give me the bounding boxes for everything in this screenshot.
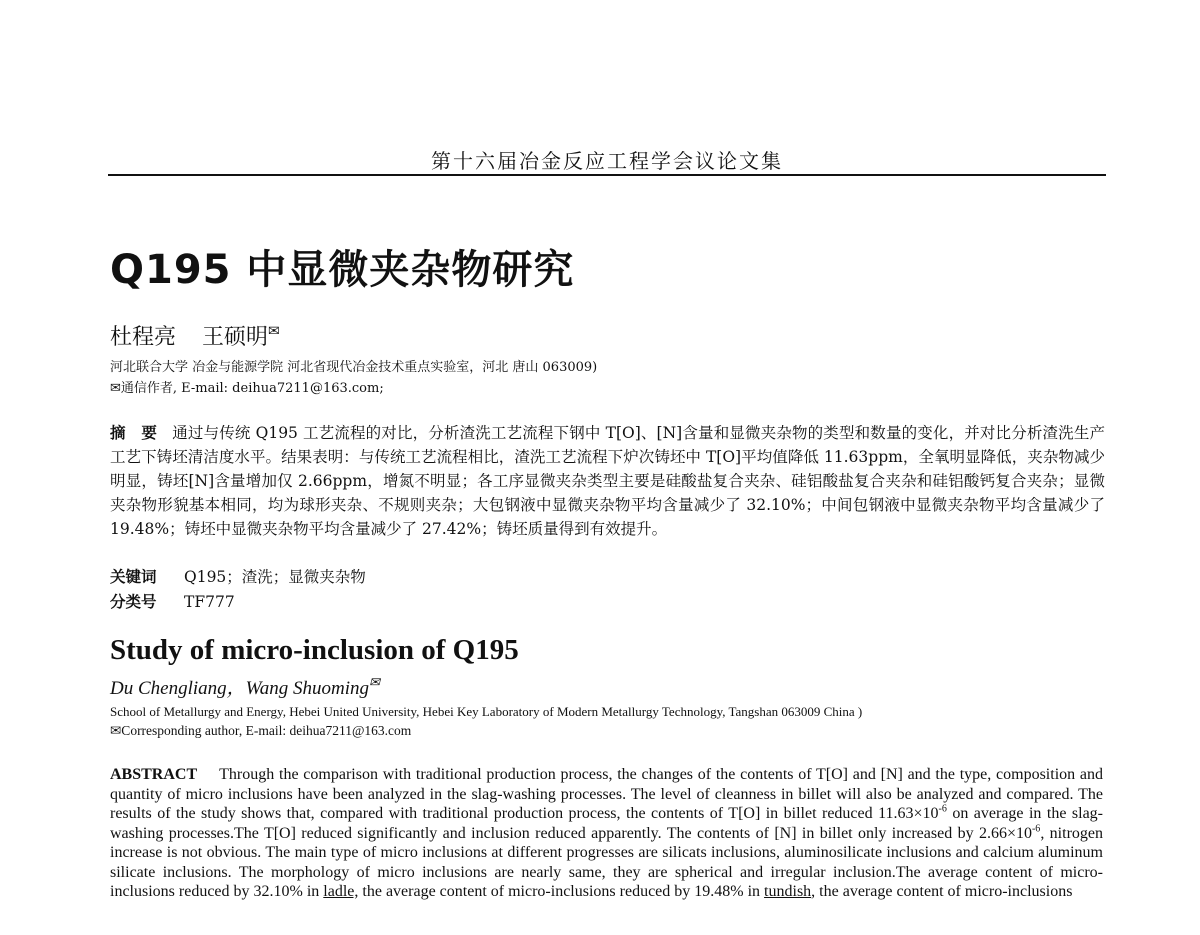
exponent-1: -6: [938, 803, 947, 815]
affiliation-chinese: 河北联合大学 冶金与能源学院 河北省现代冶金技术重点实验室，河北 唐山 063009): [110, 360, 598, 375]
term-tundish: tundish: [764, 883, 812, 900]
abstract-text-part1: Through the comparison with traditional production process, the changes of the contents of T[O] and [N] and the type, composition and quantity of micro inclusions have been analyzed in the slag-washing processes. The level of cleanness in billet will also be analyzed and compared. The results of the study shows that, compared with traditional production process, the contents of T[O] in billet reduced 11.63×10: [110, 766, 1103, 822]
abstract-chinese: [110, 421, 1105, 541]
corresponding-author-english: ✉Corresponding author, E-mail: deihua7211@163.com: [110, 723, 412, 738]
abstract-text-part2: on average in the slag-washing processes.The T[O] reduced significantly and inclusion reduced apparently. The contents of [N] in billet only increased by 2.66×10: [110, 805, 1104, 842]
keywords-text: Q195；渣洗；显微夹杂物: [184, 568, 366, 586]
affiliation-english: School of Metallurgy and Energy, Hebei United University, Hebei Key Laboratory of Modern Metallurgy Technology, Tangshan 063009 China ): [110, 704, 863, 719]
authors-chinese: [110, 320, 280, 351]
classification-chinese: [110, 590, 235, 612]
running-head: 第十六届冶金反应工程学会议论文集: [431, 149, 783, 173]
abstract-text-part5: , the average content of micro-inclusions: [811, 883, 1073, 900]
keywords-label: 关键词: [110, 568, 157, 586]
abstract-text-chinese: 通过与传统 Q195 工艺流程的对比，分析渣洗工艺流程下钢中 T[O]、[N]含量和显微夹杂物的类型和数量的变化，并对比分析渣洗生产工艺下铸坯清洁度水平。结果表明：与传统工艺流程相比，渣洗工艺流程下炉次铸坯中 T[O]平均值降低 11.63ppm，全氧明显降低，夹杂物减少明显，铸坯[N]含量增加仅 2.66ppm，增氮不明显；各工序显微夹杂类型主要是硅酸盐复合夹杂、硅铝酸盐复合夹杂和硅铝酸钙复合夹杂；显微夹杂物形貌基本相同，均为球形夹杂、不规则夹杂；大包钢液中显微夹杂物平均含量减少了 32.10%；中间包钢液中显微夹杂物平均含量减少了 19.48%；铸坯中显微夹杂物平均含量减少了 27.42%；铸坯质量得到有效提升。: [110, 424, 1106, 538]
envelope-icon: ✉: [268, 323, 280, 340]
author-1-name: 杜程亮: [110, 325, 177, 350]
header-rule: [108, 174, 1106, 176]
authors-english-names: Du Chengliang，Wang Shuoming: [110, 678, 369, 699]
title-chinese: Q195 中显微夹杂物研究: [110, 247, 575, 293]
abstract-text-part4: the average content of micro-inclusions reduced by 19.48% in: [358, 883, 765, 900]
abstract-text-part3: , nitrogen increase is not obvious. The main type of micro inclusions at different progresses are silicats inclusions, aluminosilicate inclusions and calcium aluminum silicate inclusions. The morphology of micro inclusions are nearly same, they are spherical and irregular inclusion.The average content of micro-inclusions reduced by 32.10% in: [110, 824, 1103, 900]
exponent-2: -6: [1031, 823, 1041, 835]
envelope-icon-english: ✉: [368, 674, 380, 690]
title-english: Study of micro-inclusion of Q195: [110, 634, 519, 666]
classification-label: 分类号: [110, 593, 157, 611]
abstract-label-chinese: 摘 要: [110, 424, 157, 442]
term-ladle: ladle,: [323, 883, 359, 900]
authors-english: [110, 673, 380, 700]
author-2-name: 王硕明: [202, 325, 269, 350]
abstract-label-english: ABSTRACT: [110, 766, 198, 783]
corresponding-author-chinese: ✉通信作者, E-mail: deihua7211@163.com;: [110, 381, 384, 396]
classification-code: TF777: [184, 593, 235, 611]
abstract-english: [110, 765, 1103, 902]
keywords-chinese: [110, 565, 366, 587]
